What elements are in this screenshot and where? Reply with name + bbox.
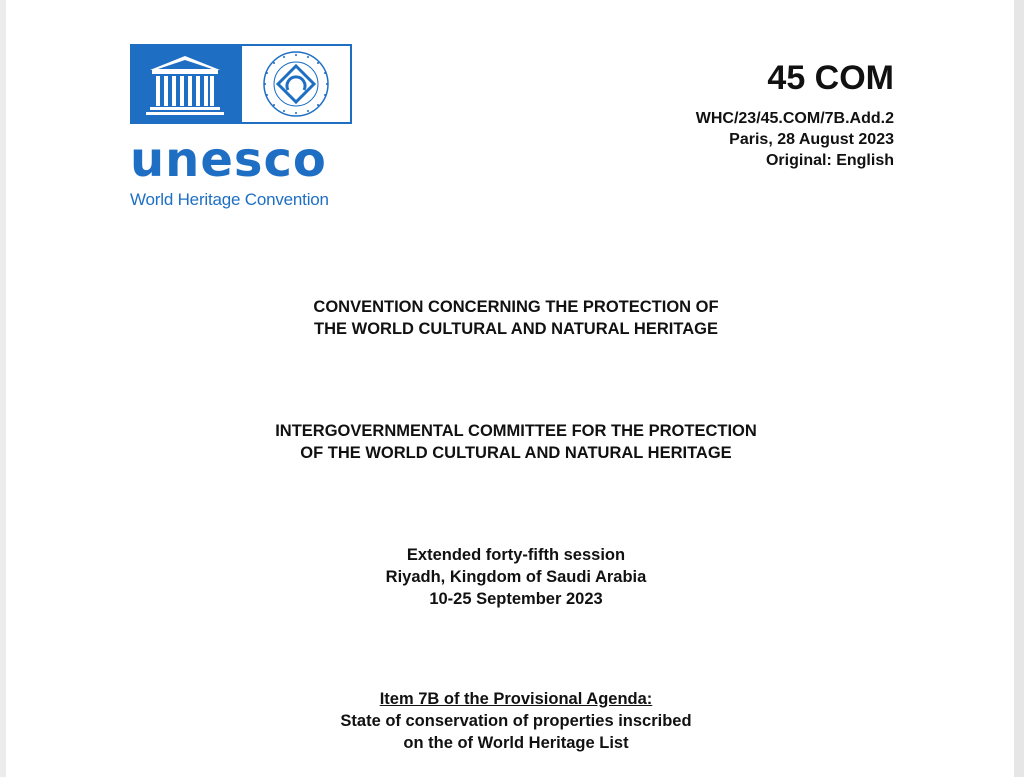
agenda-item-line: State of conservation of properties inscribed [340,712,692,730]
convention-title [12,296,1020,340]
place-date: Paris, 28 August 2023 [729,131,894,148]
logo-emblems [130,44,350,124]
session-info [12,544,1020,610]
session-code: 45 COM [767,59,894,97]
original-language: Original: English [765,152,894,169]
session-location: Riyadh, Kingdom of Saudi Arabia [385,568,647,586]
session-dates: 10-25 September 2023 [429,590,603,608]
committee-title-line: OF THE WORLD CULTURAL AND NATURAL HERITAGE [300,444,732,462]
unesco-wordmark: unesco [130,132,327,188]
unesco-logo [130,44,360,210]
committee-title [12,420,1020,464]
agenda-item-line: on the of World Heritage List [403,734,629,752]
committee-title-line: INTERGOVERNMENTAL COMMITTEE FOR THE PROTECTION [275,422,757,440]
logo-subtitle: World Heritage Convention [130,190,329,209]
document-reference [696,58,894,171]
session-name: Extended forty-fifth session [406,546,626,564]
document-code: WHC/23/45.COM/7B.Add.2 [695,110,894,127]
convention-title-line: CONVENTION CONCERNING THE PROTECTION OF [313,298,719,316]
agenda-item [12,688,1020,754]
world-heritage-emblem-icon [240,44,352,124]
convention-title-line: THE WORLD CULTURAL AND NATURAL HERITAGE [314,320,718,338]
agenda-item-heading: Item 7B of the Provisional Agenda: [379,690,653,708]
unesco-temple-icon [130,44,240,124]
